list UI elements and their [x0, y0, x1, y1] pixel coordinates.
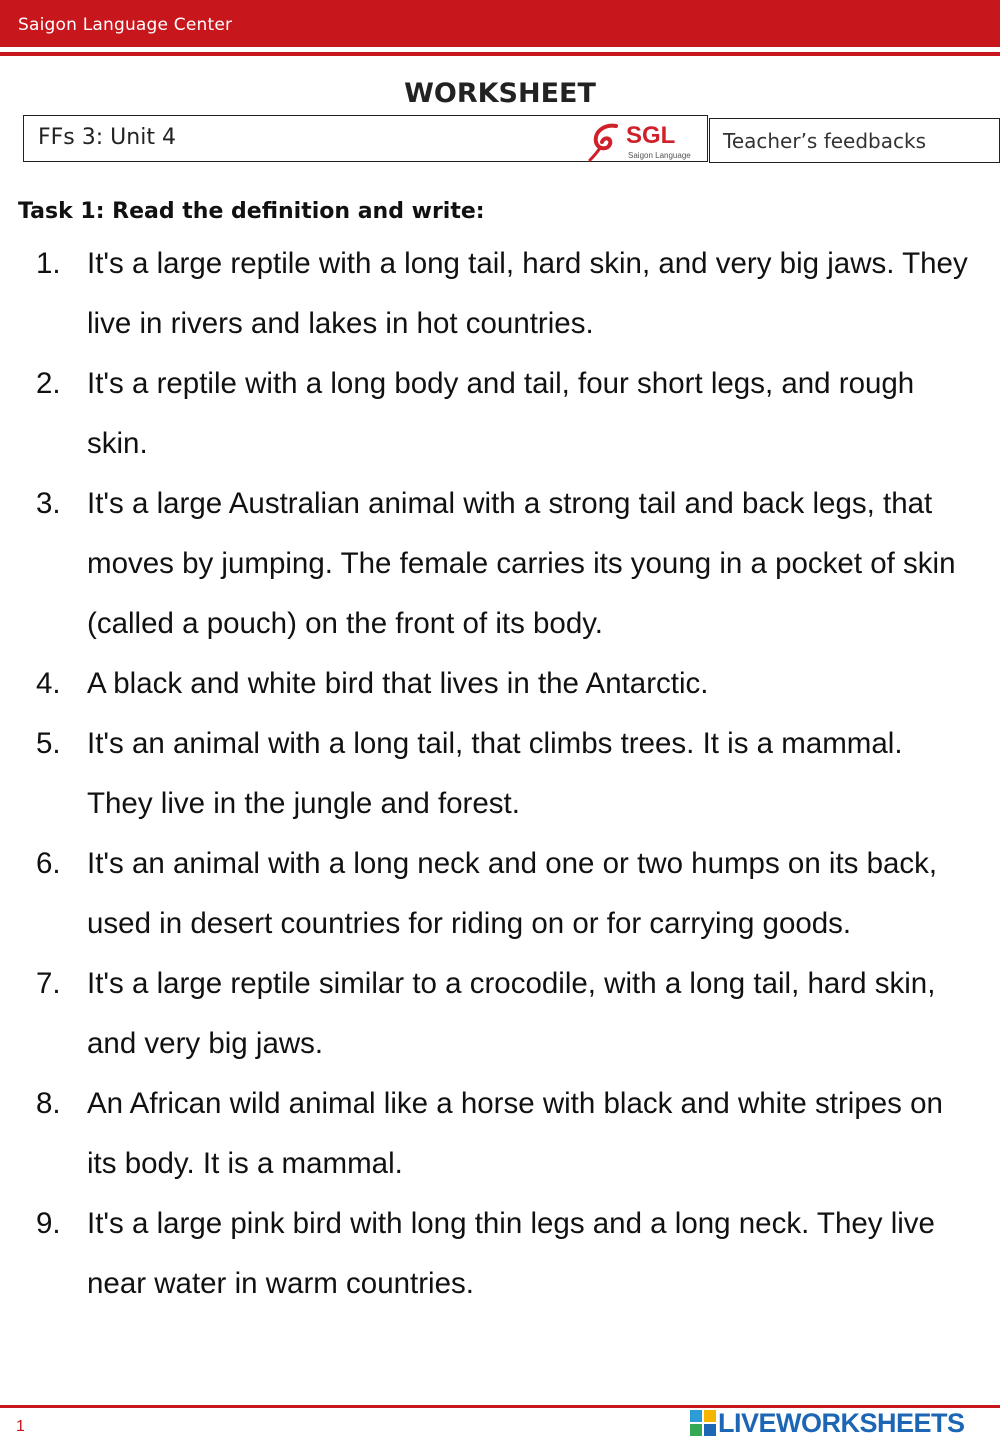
unit-label: FFs 3: Unit 4: [38, 125, 176, 150]
list-item: [36, 954, 971, 1074]
unit-box: [23, 115, 708, 162]
item-number: 2.: [36, 367, 61, 400]
list-item: [36, 714, 971, 834]
logo-text: SGL: [626, 122, 676, 149]
item-text: It's a reptile with a long body and tail, four short legs, and rough skin.: [87, 367, 915, 460]
list-item: [36, 1074, 971, 1194]
item-number: 8.: [36, 1087, 61, 1120]
list-item: [36, 234, 971, 354]
page-title: WORKSHEET: [404, 78, 596, 109]
item-number: 1.: [36, 247, 61, 280]
header-divider: [0, 52, 1000, 56]
feedback-label: Teacher’s feedbacks: [723, 129, 927, 153]
item-text: It's a large Australian animal with a strong tail and back legs, that moves by jumping. The female carries its young in a pocket of skin (called a pouch) on the front of its body.: [87, 487, 956, 640]
swirl-icon: [586, 120, 626, 162]
blocks-icon: [690, 1410, 716, 1436]
list-item: [36, 1194, 971, 1314]
item-text: It's an animal with a long tail, that climbs trees. It is a mammal. They live in the jungle and forest.: [87, 727, 903, 820]
header-band: [0, 0, 1000, 47]
watermark-text: LIVEWORKSHEETS: [718, 1408, 965, 1438]
list-item: [36, 474, 971, 654]
item-number: 7.: [36, 967, 61, 1000]
definition-list: [36, 234, 971, 1314]
item-number: 4.: [36, 667, 61, 700]
list-item: [36, 654, 971, 714]
logo-subtext: Saigon Language: [628, 151, 691, 160]
item-text: It's a large pink bird with long thin legs and a long neck. They live near water in warm countries.: [87, 1207, 935, 1300]
item-text: A black and white bird that lives in the Antarctic.: [87, 667, 709, 700]
item-number: 6.: [36, 847, 61, 880]
list-item: [36, 354, 971, 474]
item-text: It's an animal with a long neck and one or two humps on its back, used in desert countries for riding on or for carrying goods.: [87, 847, 938, 940]
page-number: 1: [16, 1418, 25, 1435]
item-number: 3.: [36, 487, 61, 520]
liveworksheets-watermark: [690, 1408, 990, 1438]
item-text: An African wild animal like a horse with black and white stripes on its body. It is a mammal.: [87, 1087, 943, 1180]
task-heading: Task 1: Read the definition and write:: [18, 199, 485, 224]
item-number: 9.: [36, 1207, 61, 1240]
feedback-box: [709, 118, 1000, 163]
center-name: Saigon Language Center: [18, 15, 233, 35]
item-number: 5.: [36, 727, 61, 760]
list-item: [36, 834, 971, 954]
item-text: It's a large reptile with a long tail, hard skin, and very big jaws. They live in rivers and lakes in hot countries.: [87, 247, 968, 340]
sgl-logo: [586, 120, 706, 162]
item-text: It's a large reptile similar to a crocodile, with a long tail, hard skin, and very big jaws.: [87, 967, 936, 1060]
